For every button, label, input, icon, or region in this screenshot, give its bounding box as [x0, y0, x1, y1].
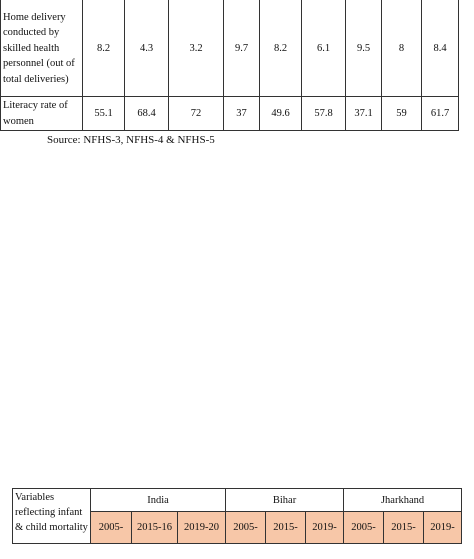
year-header: 2019- [424, 512, 462, 544]
year-header: 2005- [91, 512, 132, 544]
table-cell: 57.8 [302, 97, 346, 131]
table-row [1, 0, 459, 97]
row-label: Home delivery conducted by skilled health personnel (out of total deliveries) [1, 0, 83, 97]
source-note: Source: NFHS-3, NFHS-4 & NFHS-5 [47, 134, 215, 146]
year-header: 2015- [266, 512, 306, 544]
table-cell: 72 [169, 97, 224, 131]
table-cell: 61.7 [422, 97, 459, 131]
table-cell: 9.5 [346, 0, 382, 97]
table-cell: 37.1 [346, 97, 382, 131]
table-cell: 59 [382, 97, 422, 131]
year-header: 2005- [226, 512, 266, 544]
table-cell: 8.2 [83, 0, 125, 97]
table-cell: 8.2 [260, 0, 302, 97]
table-cell: 37 [224, 97, 260, 131]
table-cell: 8 [382, 0, 422, 97]
year-header: 2005- [344, 512, 384, 544]
table-cell: 9.7 [224, 0, 260, 97]
year-header: 2015-16 [132, 512, 178, 544]
state-header-india: India [91, 489, 226, 512]
table-row [13, 489, 462, 512]
table-cell: 49.6 [260, 97, 302, 131]
year-header: 2019- [306, 512, 344, 544]
table-cell: 3.2 [169, 0, 224, 97]
table-cell: 68.4 [125, 97, 169, 131]
state-header-jharkhand: Jharkhand [344, 489, 462, 512]
year-header: 2019-20 [178, 512, 226, 544]
year-header: 2015- [384, 512, 424, 544]
indicator-table [0, 0, 459, 131]
state-header-bihar: Bihar [226, 489, 344, 512]
table-cell: 4.3 [125, 0, 169, 97]
table-row [1, 97, 459, 131]
mortality-table-header [12, 488, 462, 544]
table-cell: 8.4 [422, 0, 459, 97]
variables-header: Variables reflecting infant & child mortality [13, 489, 91, 544]
row-label: Literacy rate of women [1, 97, 83, 131]
table-cell: 55.1 [83, 97, 125, 131]
table-cell: 6.1 [302, 0, 346, 97]
